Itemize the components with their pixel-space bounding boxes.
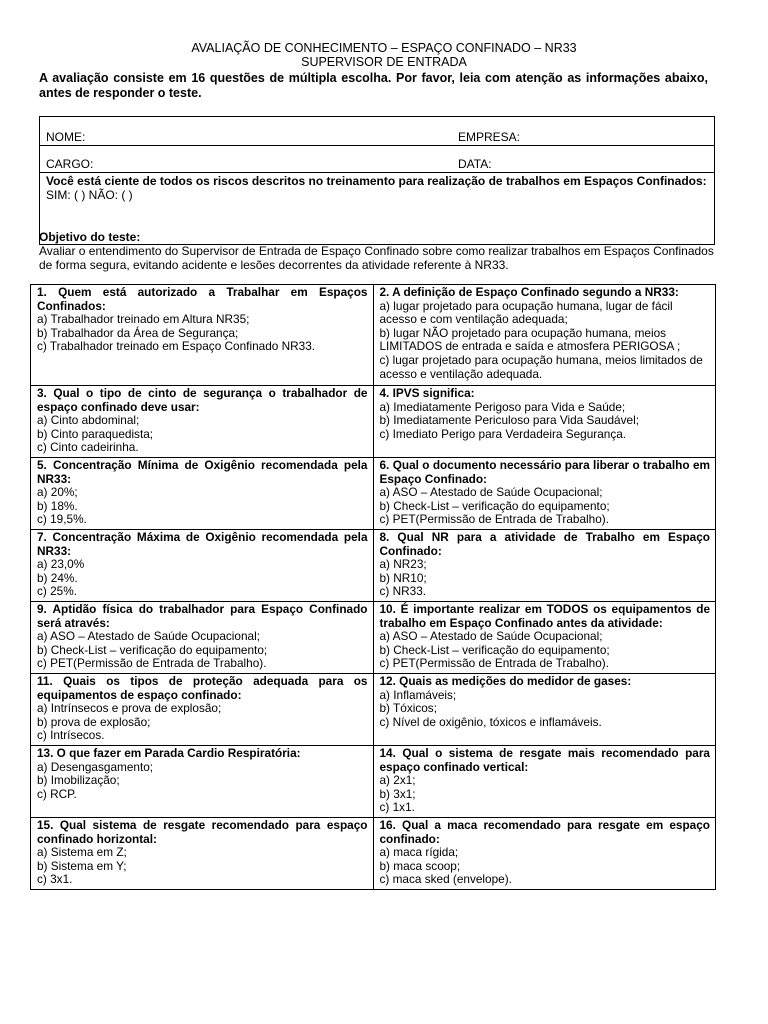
questions-row — [31, 458, 716, 530]
answer-option[interactable]: c) PET(Permissão de Entrada de Trabalho). — [37, 656, 267, 671]
question-cell-2 — [373, 285, 716, 386]
answer-option[interactable]: b) lugar NÃO projetado para ocupação humana, meios LIMITADOS de entrada e saída e atmosfera PERIGOSA ; — [379, 325, 681, 354]
document-subtitle: SUPERVISOR DE ENTRADA — [301, 55, 467, 69]
answer-option[interactable]: b) prova de explosão; — [37, 714, 151, 729]
question-cell-1 — [31, 285, 374, 386]
answer-option[interactable]: b) Check-List – verificação do equipamento; — [379, 498, 610, 513]
company-field-label[interactable]: EMPRESA: — [458, 130, 521, 144]
question-cell-9 — [31, 602, 374, 674]
answer-option[interactable]: b) Check-List – verificação do equipamento; — [379, 642, 610, 657]
question-text: 5. Concentração Mínima de Oxigênio recomendada pela NR33: — [37, 458, 368, 486]
question-text: 16. Qual a maca recomendado para resgate em espaço confinado: — [379, 818, 710, 846]
answer-option[interactable]: c) maca sked (envelope). — [379, 872, 512, 887]
answer-option[interactable]: b) Cinto paraquedista; — [37, 426, 154, 441]
question-text: 8. Qual NR para a atividade de Trabalho em Espaço Confinado: — [379, 530, 710, 558]
identification-box — [39, 116, 715, 245]
answer-option[interactable]: b) 3x1; — [379, 786, 416, 801]
answer-option[interactable]: a) Sistema em Z; — [37, 845, 127, 860]
risk-awareness — [46, 174, 710, 202]
question-cell-3 — [31, 386, 374, 458]
answer-option[interactable]: a) Cinto abdominal; — [37, 413, 140, 428]
questions-row — [31, 746, 716, 818]
answer-option[interactable]: c) NR33. — [379, 584, 427, 599]
name-field-label[interactable]: NOME: — [46, 130, 86, 144]
answer-option[interactable]: a) Desengasgamento; — [37, 759, 154, 774]
question-text: 3. Qual o tipo de cinto de segurança o trabalhador de espaço confinado deve usar: — [37, 386, 368, 414]
answer-option[interactable]: a) Trabalhador treinado em Altura NR35; — [37, 312, 250, 327]
answer-option[interactable]: c) Nível de oxigênio, tóxicos e inflamáveis. — [379, 714, 602, 729]
questions-row — [31, 674, 716, 746]
answer-option[interactable]: c) 25%. — [37, 584, 77, 599]
answer-option[interactable]: b) Sistema em Y; — [37, 858, 127, 873]
answer-option[interactable]: a) 23,0% — [37, 557, 85, 572]
questions-row — [31, 602, 716, 674]
objective-section — [39, 230, 715, 272]
answer-option[interactable]: a) Imediatamente Perigoso para Vida e Saúde; — [379, 399, 626, 414]
answer-option[interactable]: c) PET(Permissão de Entrada de Trabalho). — [379, 512, 609, 527]
answer-option[interactable]: a) ASO – Atestado de Saúde Ocupacional; — [379, 485, 603, 500]
question-cell-13 — [31, 746, 374, 818]
question-text: 13. O que fazer em Parada Cardio Respiratória: — [37, 746, 301, 760]
risk-awareness-options[interactable]: SIM: ( ) NÃO: ( ) — [46, 188, 133, 202]
question-cell-10 — [373, 602, 716, 674]
role-field-label[interactable]: CARGO: — [46, 157, 94, 171]
answer-option[interactable]: a) ASO – Atestado de Saúde Ocupacional; — [37, 629, 260, 644]
answer-option[interactable]: b) 24%. — [37, 570, 78, 585]
answer-option[interactable]: c) lugar projetado para ocupação humana, meios limitados de acesso e ventilação adequada. — [379, 352, 703, 381]
question-text: 12. Quais as medições do medidor de gases: — [379, 674, 632, 688]
identification-row-name — [40, 117, 714, 146]
question-text: 15. Qual sistema de resgate recomendado para espaço confinado horizontal: — [37, 818, 368, 846]
question-text: 4. IPVS significa: — [379, 386, 475, 400]
question-text: 14. Qual o sistema de resgate mais recomendado para espaço confinado vertical: — [379, 746, 710, 774]
questions-row — [31, 530, 716, 602]
answer-option[interactable]: b) maca scoop; — [379, 858, 461, 873]
question-text: 6. Qual o documento necessário para liberar o trabalho em Espaço Confinado: — [379, 458, 710, 486]
answer-option[interactable]: a) 20%; — [37, 485, 78, 500]
answer-option[interactable]: a) maca rígida; — [379, 845, 459, 860]
question-text: 10. É importante realizar em TODOS os equipamentos de trabalho em Espaço Confinado antes da atividade: — [379, 602, 710, 630]
question-text: 2. A definição de Espaço Confinado segundo a NR33: — [379, 285, 679, 299]
answer-option[interactable]: c) 3x1. — [37, 872, 73, 887]
answer-option[interactable]: a) 2x1; — [379, 773, 416, 788]
questions-row — [31, 285, 716, 386]
answer-option[interactable]: b) Tóxicos; — [379, 701, 437, 716]
answer-option[interactable]: b) Check-List – verificação do equipamento; — [37, 642, 268, 657]
document-title: AVALIAÇÃO DE CONHECIMENTO – ESPAÇO CONFINADO – NR33 — [191, 41, 577, 55]
question-cell-5 — [31, 458, 374, 530]
question-text: 7. Concentração Máxima de Oxigênio recomendada pela NR33: — [37, 530, 368, 558]
answer-option[interactable]: c) 19,5%. — [37, 512, 87, 527]
question-text: 11. Quais os tipos de proteção adequada para os equipamentos de espaço confinado: — [37, 674, 368, 702]
answer-option[interactable]: c) RCP. — [37, 786, 77, 801]
answer-option[interactable]: b) NR10; — [379, 570, 427, 585]
objective-text: Avaliar o entendimento do Supervisor de Entrada de Espaço Confinado sobre como realizar trabalhos em Espaços Confinados de forma segura, evitando acidente e lesões decorrentes da atividade referente à NR33. — [39, 244, 714, 272]
question-cell-14 — [373, 746, 716, 818]
answer-option[interactable]: b) Imobilização; — [37, 773, 120, 788]
answer-option[interactable]: b) Imediatamente Periculoso para Vida Saudável; — [379, 413, 639, 428]
answer-option[interactable]: a) lugar projetado para ocupação humana, lugar de fácil acesso e com ventilação adequada; — [379, 298, 673, 327]
questions-table — [30, 284, 716, 890]
question-cell-8 — [373, 530, 716, 602]
answer-option[interactable]: a) Inflamáveis; — [379, 687, 457, 702]
answer-option[interactable]: c) 1x1. — [379, 800, 415, 815]
question-cell-12 — [373, 674, 716, 746]
question-cell-6 — [373, 458, 716, 530]
risk-awareness-question: Você está ciente de todos os riscos descritos no treinamento para realização de trabalhos em Espaços Confinados: — [46, 174, 707, 188]
date-field-label[interactable]: DATA: — [458, 157, 492, 171]
answer-option[interactable]: b) Trabalhador da Área de Segurança; — [37, 325, 239, 340]
answer-option[interactable]: b) 18%. — [37, 498, 78, 513]
answer-option[interactable]: c) Trabalhador treinado em Espaço Confinado NR33. — [37, 339, 316, 354]
intro-text: A avaliação consiste em 16 questões de múltipla escolha. Por favor, leia com atenção as informações abaixo, antes de responder o teste. — [39, 71, 708, 100]
answer-option[interactable]: a) NR23; — [379, 557, 427, 572]
answer-option[interactable]: c) Intrísecos. — [37, 728, 105, 743]
question-cell-15 — [31, 818, 374, 890]
question-cell-7 — [31, 530, 374, 602]
objective-heading: Objetivo do teste: — [39, 230, 141, 244]
questions-row — [31, 386, 716, 458]
question-text: 9. Aptidão física do trabalhador para Espaço Confinado será através: — [37, 602, 368, 630]
question-text: 1. Quem está autorizado a Trabalhar em Espaços Confinados: — [37, 285, 368, 313]
identification-row-role — [40, 145, 714, 173]
questions-row — [31, 818, 716, 890]
answer-option[interactable]: c) Imediato Perigo para Verdadeira Segurança. — [379, 426, 627, 441]
answer-option[interactable]: c) Cinto cadeirinha. — [37, 440, 139, 455]
question-cell-11 — [31, 674, 374, 746]
question-cell-4 — [373, 386, 716, 458]
answer-option[interactable]: a) Intrínsecos e prova de explosão; — [37, 701, 222, 716]
answer-option[interactable]: a) ASO – Atestado de Saúde Ocupacional; — [379, 629, 603, 644]
answer-option[interactable]: c) PET(Permissão de Entrada de Trabalho). — [379, 656, 609, 671]
question-cell-16 — [373, 818, 716, 890]
